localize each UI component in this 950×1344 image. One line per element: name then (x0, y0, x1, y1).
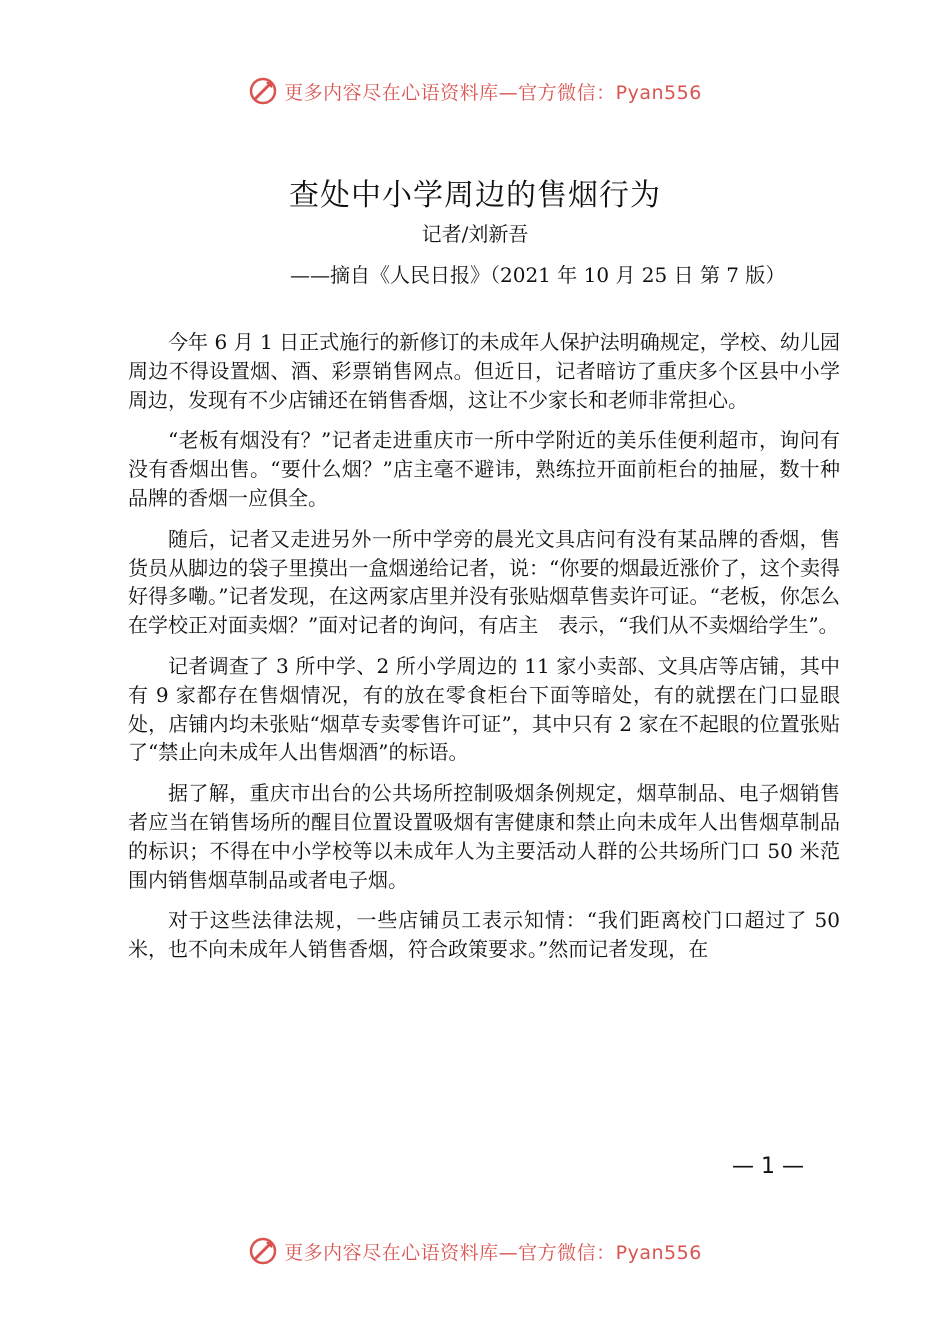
paragraph: 对于这些法律法规，一些店铺员工表示知情：“我们距离校门口超过了 50 米，也不向未成年人销售香烟，符合政策要求。”然而记者发现，在 (128, 908, 840, 962)
quill-seal-icon (248, 1236, 278, 1266)
paragraph: “老板有烟没有？”记者走进重庆市一所中学附近的美乐佳便利超市，询问有没有香烟出售。“要什么烟？”店主毫不避讳，熟练拉开面前柜台的抽屉，数十种品牌的香烟一应俱全。 (128, 428, 840, 510)
header-watermark (0, 76, 950, 106)
page-number: — 1 — (732, 1154, 804, 1179)
footer-watermark (0, 1236, 950, 1266)
article-author: 记者/刘新吾 (421, 222, 529, 246)
paragraph: 随后，记者又走进另外一所中学旁的晨光文具店问有没有某品牌的香烟，售货员从脚边的袋子里摸出一盒烟递给记者，说：“你要的烟最近涨价了，这个卖得好得多嘞。”记者发现，在这两家店里并没有张贴烟草售卖许可证。“老板，你怎么在学校正对面卖烟？”面对记者的询问，有店主 表示，“我们从不卖烟给学生”。 (128, 526, 840, 638)
watermark-text: 更多内容尽在心语资料库—官方微信：Pyan556 (284, 1241, 702, 1264)
watermark-text: 更多内容尽在心语资料库—官方微信：Pyan556 (284, 81, 702, 104)
article-title: 查处中小学周边的售烟行为 (289, 178, 661, 213)
paragraph: 今年 6 月 1 日正式施行的新修订的未成年人保护法明确规定，学校、幼儿园周边不得设置烟、酒、彩票销售网点。但近日，记者暗访了重庆多个区县中小学周边，发现有不少店铺还在销售香烟，这让不少家长和老师非常担心。 (128, 330, 840, 412)
article-body (128, 328, 840, 976)
article-source: ——摘自《人民日报》（2021 年 10 月 25 日 第 7 版） (290, 263, 786, 287)
quill-seal-icon (248, 76, 278, 106)
paragraph: 据了解，重庆市出台的公共场所控制吸烟条例规定，烟草制品、电子烟销售者应当在销售场所的醒目位置设置吸烟有害健康和禁止向未成年人出售烟草制品的标识；不得在中小学校等以未成年人为主要活动人群的公共场所门口 50 米范围内销售烟草制品或者电子烟。 (128, 781, 840, 892)
paragraph: 记者调查了 3 所中学、2 所小学周边的 11 家小卖部、文具店等店铺，其中有 9 家都存在售烟情况，有的放在零食柜台下面等暗处，有的就摆在门口显眼处，店铺内均未张贴“烟草专卖零售许可证”，其中只有 2 家在不起眼的位置张贴了“禁止向未成年人出售烟酒”的标语。 (128, 653, 840, 765)
